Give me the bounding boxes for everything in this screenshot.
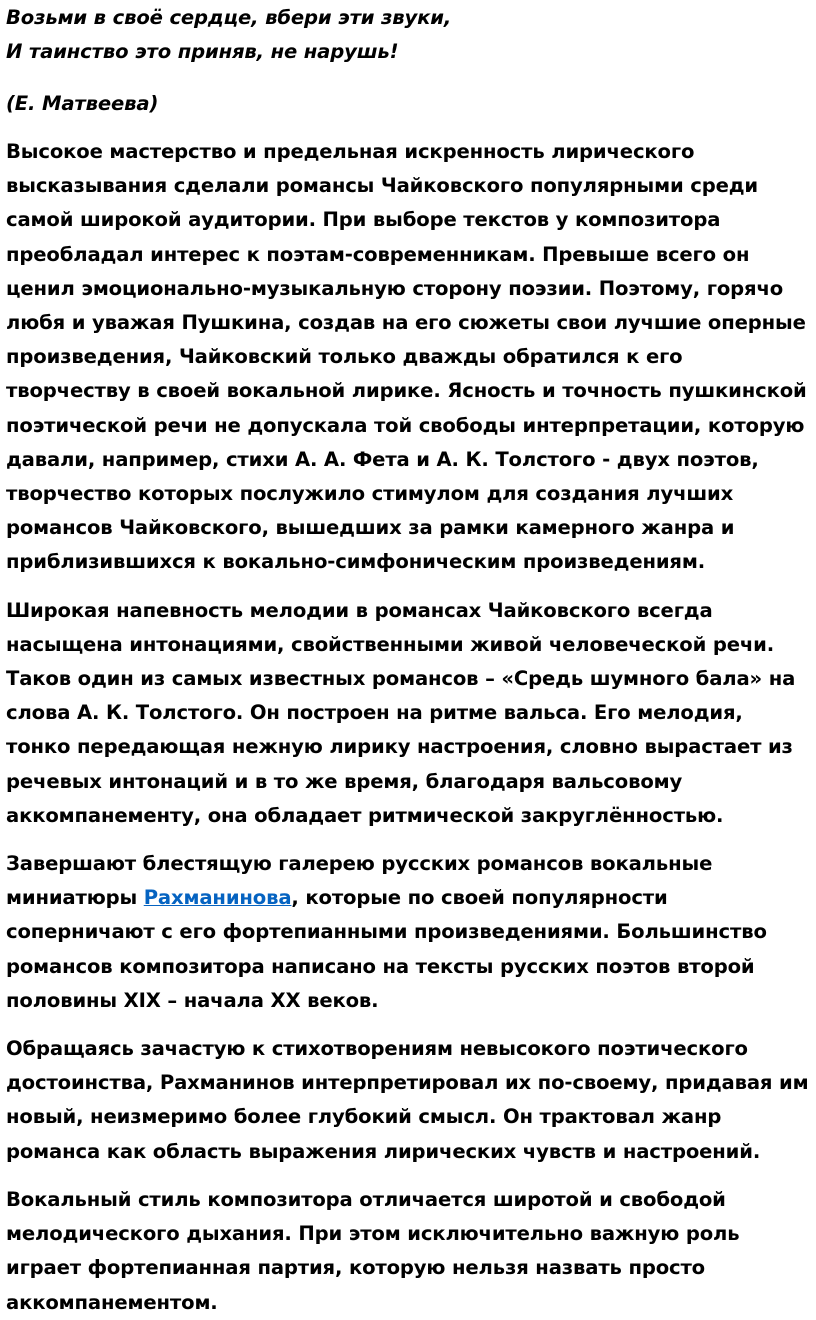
document-page [6,0,812,1320]
paragraph-rachmaninov-style: Вокальный стиль композитора отличается широтой и свободой мелодического дыхания. При этом исключительно важную роль играет фортепианная партия, которую нельзя назвать просто аккомпанементом. [6,1187,740,1314]
rachmaninov-link[interactable]: Рахманинова [143,886,292,910]
paragraph-tchaikovsky-intro: Высокое мастерство и предельная искренность лирического высказывания сделали романсы Чайковского популярными среди самой широкой аудитории. При выборе текстов у композитора преобладал интерес к поэтам-современникам. Превыше всего он ценил эмоционально-музыкальную сторону поэзии. Поэтому, горячо любя и уважая Пушкина, создав на его сюжеты свои лучшие оперные произведения, Чайковский только дважды обратился к его творчеству в своей вокальной лирике. Ясность и точность пушкинской поэтической речи не допускала той свободы интерпретации, которую давали, например, стихи А. А. Фета и А. К. Толстого - двух поэтов, творчество которых послужило стимулом для создания лучших романсов Чайковского, вышедших за рамки камерного жанра и приблизившихся к вокально-симфоническим произведениям. [6,140,807,574]
epigraph-verse [6,0,812,69]
paragraph-text-before-link: Завершают блестящую галерею русских романсов вокальные миниатюры [6,852,713,910]
verse-line-1: Возьми в своё сердце, вбери эти звуки, [6,6,452,29]
epigraph-author: (Е. Матвеева) [6,92,159,115]
paragraph-rachmaninov-intro [6,847,812,1018]
paragraph-tchaikovsky-melody: Широкая напевность мелодии в романсах Чайковского всегда насыщена интонациями, свойственными живой человеческой речи. Таков один из самых известных романсов – «Средь шумного бала» на слова А. К. Толстого. Он построен на ритме вальса. Его мелодия, тонко передающая нежную лирику настроения, словно вырастает из речевых интонаций и в то же время, благодаря вальсовому аккомпанементу, она обладает ритмической закруглённостью. [6,598,796,827]
paragraph-rachmaninov-interpretation: Обращаясь зачастую к стихотворениям невысокого поэтического достоинства, Рахманинов интерпретировал их по-своему, придавая им новый, неизмеримо более глубокий смысл. Он трактовал жанр романса как область выражения лирических чувств и настроений. [6,1037,809,1163]
paragraph-text-after-link: , которые по своей популярности соперничают с его фортепианными произведениями. Большинство романсов композитора написано на тексты русских поэтов второй половины XIX – начала XX веков. [6,886,767,1012]
verse-line-2: И таинство это приняв, не нарушь! [6,40,399,63]
